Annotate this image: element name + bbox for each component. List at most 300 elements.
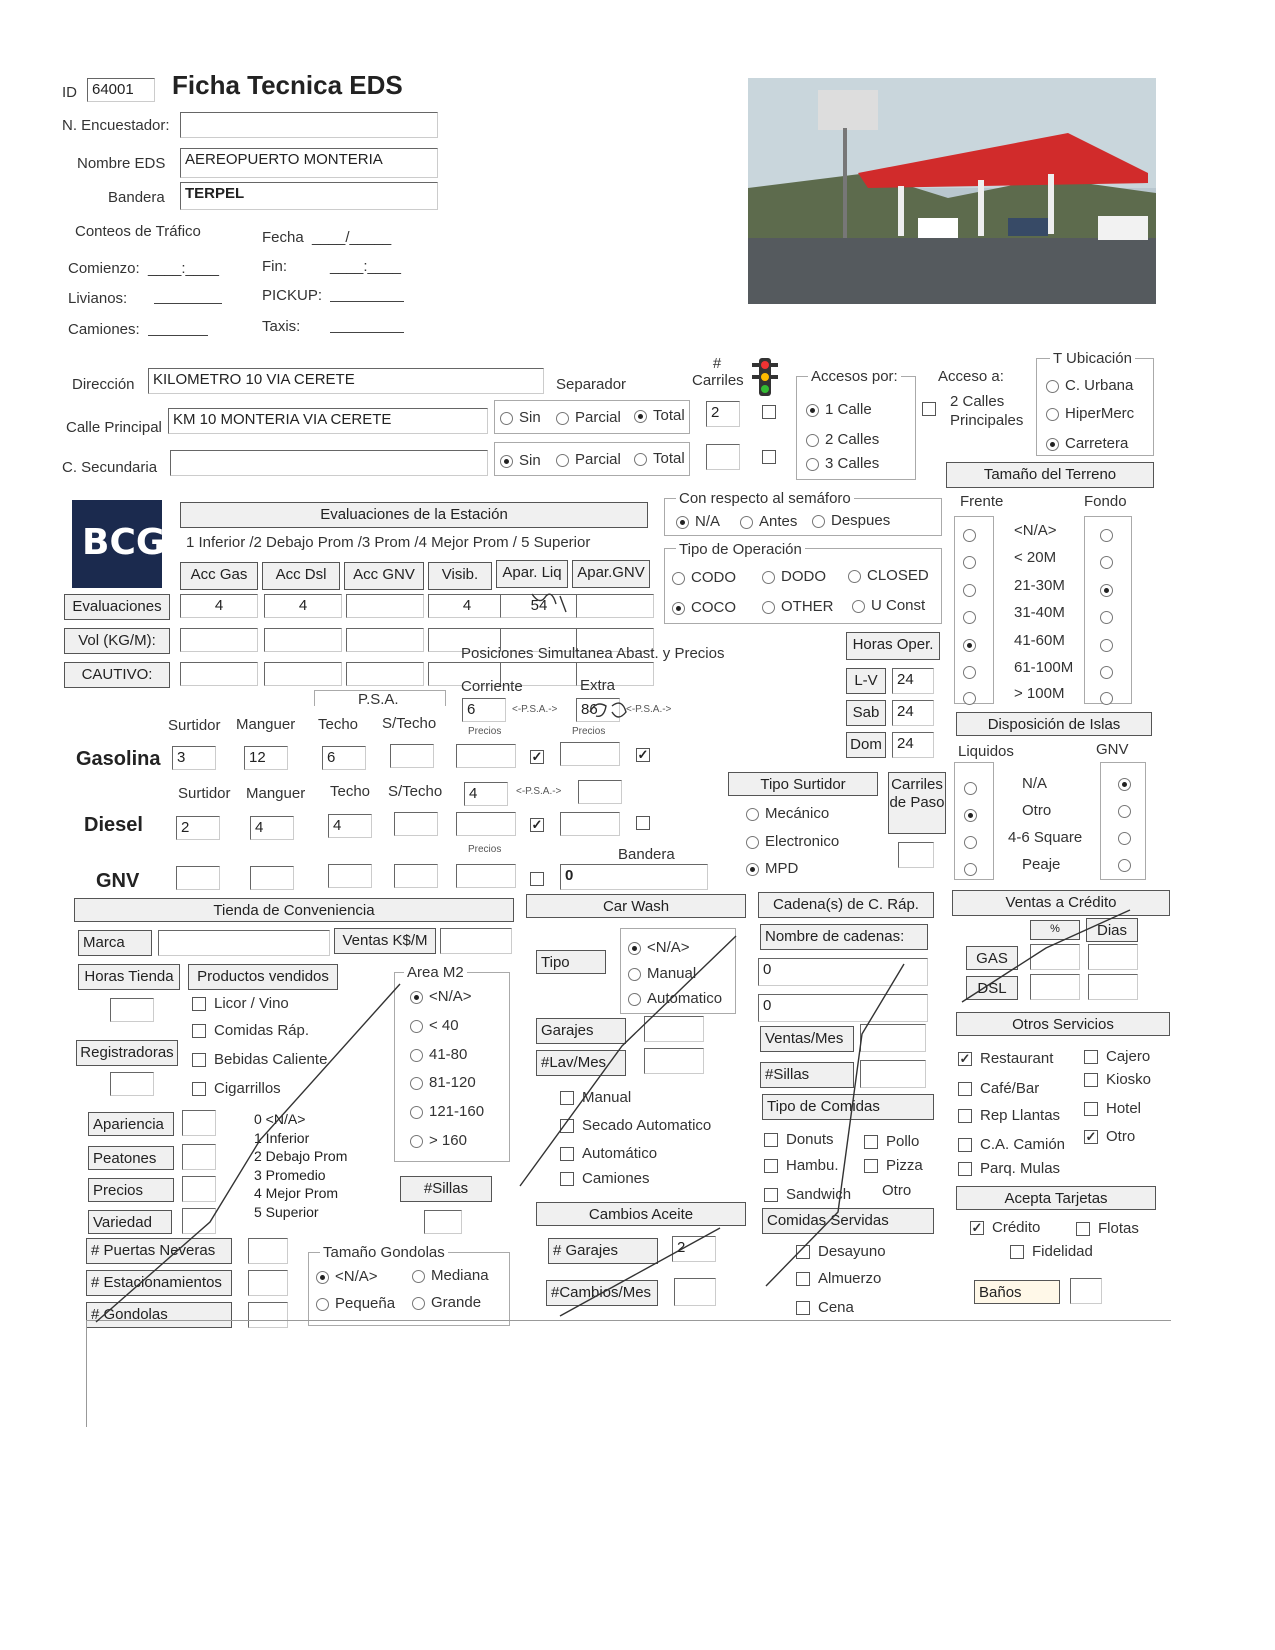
checkbox-icon xyxy=(764,1133,778,1147)
cw-automatico-label: Automático xyxy=(582,1145,658,1162)
aceite-garajes-label: # Garajes xyxy=(548,1238,658,1264)
radio-icon xyxy=(1100,692,1113,705)
estacionamientos-field[interactable] xyxy=(248,1270,288,1296)
bandera-field[interactable]: TERPEL xyxy=(180,182,438,210)
tipo-comidas-label: Tipo de Comidas xyxy=(762,1094,934,1120)
carriles-field-1[interactable]: 2 xyxy=(706,401,740,427)
frente-radio-6[interactable] xyxy=(963,689,982,706)
checkbox-icon xyxy=(762,450,776,464)
tarjeta-fidelidad-label: Fidelidad xyxy=(1032,1243,1093,1260)
garajes-field[interactable] xyxy=(644,1016,704,1042)
sep2-total[interactable] xyxy=(634,450,685,467)
dos-calles-label: 2 Calles xyxy=(950,393,1005,410)
sep1-total[interactable] xyxy=(634,407,685,424)
op-uconst[interactable] xyxy=(852,597,925,614)
surtidor-mecanico[interactable] xyxy=(746,805,829,822)
islas-liq-radio-1[interactable] xyxy=(964,806,983,823)
dsl-techo[interactable]: 4 xyxy=(328,814,372,838)
cw-automatico[interactable] xyxy=(560,1145,657,1162)
radio-icon xyxy=(1100,529,1113,542)
sillas-tienda-field[interactable] xyxy=(424,1210,462,1234)
serv-kiosko[interactable] xyxy=(1084,1071,1151,1088)
corriente-field[interactable]: 6 xyxy=(462,698,506,722)
checkbox-icon xyxy=(1076,1222,1090,1236)
frente-radio-4[interactable] xyxy=(963,636,982,653)
eval-cell-0-0[interactable]: 4 xyxy=(180,594,258,618)
dsl-precio-1[interactable] xyxy=(456,812,516,836)
serv-cajero[interactable] xyxy=(1084,1048,1150,1065)
carwash-auto[interactable] xyxy=(628,990,722,1007)
carwash-manual[interactable] xyxy=(628,965,696,982)
cadena-ventas-field[interactable] xyxy=(860,1024,926,1052)
serv-restaurant[interactable] xyxy=(958,1050,1053,1067)
gnv-precio[interactable] xyxy=(456,864,516,888)
radio-selected-icon xyxy=(410,991,423,1004)
area-option-label-3: 81-120 xyxy=(429,1074,476,1091)
gondola-na[interactable] xyxy=(316,1268,378,1285)
radio-selected-icon xyxy=(964,809,977,822)
secundaria-field[interactable] xyxy=(170,450,488,476)
semaforo-na[interactable] xyxy=(676,513,720,530)
aceite-garajes-field[interactable]: 2 xyxy=(672,1236,716,1262)
radio-selected-icon xyxy=(1046,438,1059,451)
cw-manual-label: Manual xyxy=(582,1089,632,1106)
comida-hambu[interactable] xyxy=(764,1157,839,1174)
gnv-techo[interactable] xyxy=(328,864,372,888)
eval-cell-0-3[interactable]: 4 xyxy=(428,594,506,618)
ubicacion-title: T Ubicación xyxy=(1050,350,1135,367)
comida-otro[interactable] xyxy=(870,1182,911,1199)
radio-icon xyxy=(963,692,976,705)
radio-icon xyxy=(316,1298,329,1311)
eval-row-label-1: Vol (KG/M): xyxy=(64,628,170,654)
tarjeta-credito-label: Crédito xyxy=(992,1219,1041,1236)
dsl-psa-field[interactable]: 4 xyxy=(464,782,508,806)
horas-lv-label: L-V xyxy=(846,668,886,694)
terreno-label-5: 61-100M xyxy=(1014,659,1074,676)
area-option-1[interactable] xyxy=(410,1017,459,1034)
eval-cell-0-4[interactable]: 54 xyxy=(500,594,578,618)
precios-tienda-label: Precios xyxy=(88,1178,174,1202)
eval-cell-1-2[interactable] xyxy=(346,628,424,652)
acceso-2calles[interactable] xyxy=(806,431,879,448)
apariencia-field[interactable] xyxy=(182,1110,216,1136)
area-option-5[interactable] xyxy=(410,1132,467,1149)
frente-radio-2[interactable] xyxy=(963,581,982,598)
ubic-hipermerc[interactable] xyxy=(1046,405,1134,422)
puertas-label: # Puertas Neveras xyxy=(86,1238,232,1264)
conteos-label: Conteos de Tráfico xyxy=(75,223,201,240)
credito-dias-label: Dias xyxy=(1086,918,1138,942)
cambios-mes-field[interactable] xyxy=(674,1278,716,1306)
ubic-urbana[interactable] xyxy=(1046,377,1133,394)
bandera-fuel-field[interactable]: 0 xyxy=(560,864,708,890)
radio-icon xyxy=(964,836,977,849)
scale-5: 5 Superior xyxy=(254,1203,319,1220)
radio-icon xyxy=(410,1135,423,1148)
comida-pollo[interactable] xyxy=(864,1133,919,1150)
horas-sab-field[interactable]: 24 xyxy=(892,700,934,726)
marca-field[interactable] xyxy=(158,930,330,956)
credito-gas-label: GAS xyxy=(966,946,1018,970)
credito-gas-pct[interactable] xyxy=(1030,944,1080,970)
gondola-mediana[interactable] xyxy=(412,1267,489,1284)
cadena-sillas-field[interactable] xyxy=(860,1060,926,1088)
terreno-label-4: 41-60M xyxy=(1014,632,1065,649)
eval-cell-1-1[interactable] xyxy=(264,628,342,652)
carriles-label: # Carriles xyxy=(692,355,744,389)
sep2-sin[interactable] xyxy=(500,452,541,469)
credito-dsl-pct[interactable] xyxy=(1030,974,1080,1000)
eval-col-2: Acc GNV xyxy=(344,562,424,590)
dsl-check-2[interactable] xyxy=(636,814,658,831)
acceso-1calle[interactable] xyxy=(806,401,872,418)
scale-0: 0 <N/A> xyxy=(254,1111,306,1127)
gnv-check[interactable] xyxy=(530,870,552,887)
fondo-radio-4[interactable] xyxy=(1100,636,1119,653)
semaforo-antes-label: Antes xyxy=(759,513,798,530)
islas-gnv-radio-0[interactable] xyxy=(1118,775,1137,792)
islas-gnv-radio-3[interactable] xyxy=(1118,856,1137,873)
area-option-2[interactable] xyxy=(410,1046,467,1063)
gondola-na-label: <N/A> xyxy=(335,1268,378,1285)
credito-title: Ventas a Crédito xyxy=(952,890,1170,916)
op-closed[interactable] xyxy=(848,567,929,584)
gondola-pequena[interactable] xyxy=(316,1295,395,1312)
precios-label-3: Precios xyxy=(468,844,502,855)
semaforo-despues-label: Despues xyxy=(831,512,891,529)
radio-icon xyxy=(1100,639,1113,652)
checkbox-icon xyxy=(560,1091,574,1105)
comida-sandwich[interactable] xyxy=(764,1186,851,1203)
checkbox-icon xyxy=(796,1272,810,1286)
radio-icon xyxy=(412,1297,425,1310)
serv-cafe-label: Café/Bar xyxy=(980,1080,1040,1097)
extra-field[interactable]: 86 xyxy=(576,698,620,722)
checkbox-icon xyxy=(958,1138,972,1152)
op-codo[interactable] xyxy=(672,569,736,586)
checkbox-icon xyxy=(796,1301,810,1315)
surtidor-mpd[interactable] xyxy=(746,860,798,877)
horas-title: Horas Oper. xyxy=(846,632,940,660)
acceso-3calles[interactable] xyxy=(806,455,879,472)
bandera-fuel-label: Bandera xyxy=(618,846,675,863)
eval-cell-1-0[interactable] xyxy=(180,628,258,652)
op-other[interactable] xyxy=(762,598,834,615)
surtidor-electronico[interactable] xyxy=(746,833,839,850)
gas-check-2[interactable] xyxy=(636,746,658,763)
fondo-radio-2[interactable] xyxy=(1100,581,1119,598)
area-option-label-4: 121-160 xyxy=(429,1103,485,1120)
tarjeta-fidelidad[interactable] xyxy=(1010,1243,1093,1260)
techo-header: Techo xyxy=(318,716,359,733)
gnv-label: GNV xyxy=(96,870,140,892)
separador-check-2[interactable] xyxy=(762,448,784,465)
nombre-eds-field[interactable]: AEREOPUERTO MONTERIA xyxy=(180,148,438,178)
prod-bebidas[interactable] xyxy=(192,1051,327,1068)
notes-area[interactable] xyxy=(86,1320,1171,1427)
radio-icon xyxy=(746,836,759,849)
gondolas-label: # Gondolas xyxy=(86,1302,232,1328)
checkbox-icon xyxy=(192,1082,206,1096)
eval-cell-2-1[interactable] xyxy=(264,662,342,686)
carwash-title: Car Wash xyxy=(526,894,746,918)
carwash-na[interactable] xyxy=(628,939,690,956)
servida-almuerzo[interactable] xyxy=(796,1270,881,1287)
checkmark-icon: ✓ xyxy=(637,747,649,763)
area-option-0[interactable] xyxy=(410,988,472,1005)
corriente-label: Corriente xyxy=(461,678,523,695)
area-option-3[interactable] xyxy=(410,1074,476,1091)
puertas-field[interactable] xyxy=(248,1238,288,1264)
registradoras-label: Registradoras xyxy=(76,1040,178,1066)
checkbox-icon xyxy=(560,1119,574,1133)
fecha-blank[interactable]: ____/_____ xyxy=(312,229,392,246)
servida-cena[interactable] xyxy=(796,1299,854,1316)
horas-tienda-field[interactable] xyxy=(110,998,154,1022)
eval-cell-0-5[interactable] xyxy=(576,594,654,618)
id-field[interactable]: 64001 xyxy=(87,78,155,102)
comienzo-label: Comienzo: xyxy=(68,260,140,277)
extra-label: Extra xyxy=(580,677,616,694)
credito-dsl-dias[interactable] xyxy=(1088,974,1138,1000)
checkbox-icon xyxy=(530,872,544,886)
serv-otro-label: Otro xyxy=(1106,1128,1136,1145)
serv-otro[interactable] xyxy=(1084,1128,1135,1145)
acceso-1calle-label: 1 Calle xyxy=(825,401,872,418)
surtidor-mpd-label: MPD xyxy=(765,860,799,877)
radio-icon xyxy=(628,968,641,981)
dsl-check-1[interactable] xyxy=(530,816,552,833)
fin-blank[interactable]: ____:____ xyxy=(330,258,401,275)
frente-radio-1[interactable] xyxy=(963,553,982,570)
gondola-grande[interactable] xyxy=(412,1294,481,1311)
serv-llantas[interactable] xyxy=(958,1107,1060,1124)
acceso-principales-check[interactable] xyxy=(922,400,944,417)
radio-selected-icon xyxy=(672,602,685,615)
op-dodo[interactable] xyxy=(762,568,826,585)
cadena-field-1[interactable]: 0 xyxy=(758,958,928,986)
psa-header: P.S.A. xyxy=(358,691,399,708)
checkbox-icon xyxy=(192,997,206,1011)
taxis-line[interactable] xyxy=(330,332,404,333)
id-label: ID xyxy=(62,84,77,101)
sep1-sin[interactable] xyxy=(500,409,541,426)
camiones-line[interactable] xyxy=(148,335,208,336)
area-option-label-1: < 40 xyxy=(429,1017,459,1034)
horas-dom-field[interactable]: 24 xyxy=(892,732,934,758)
islas-liq-radio-2[interactable] xyxy=(964,833,983,850)
servida-desayuno[interactable] xyxy=(796,1243,886,1260)
serv-hotel[interactable] xyxy=(1084,1100,1141,1117)
comida-pizza[interactable] xyxy=(864,1157,923,1174)
islas-label-0: N/A xyxy=(1022,775,1048,792)
serv-hotel-label: Hotel xyxy=(1106,1100,1142,1117)
radio-icon xyxy=(806,434,819,447)
eval-cell-2-2[interactable] xyxy=(346,662,424,686)
dsl-surtidor-header: Surtidor xyxy=(178,785,231,802)
prod-cigarrillos[interactable] xyxy=(192,1080,281,1097)
gas-manguer[interactable]: 12 xyxy=(244,746,288,770)
banos-field[interactable] xyxy=(1070,1278,1102,1304)
gondolas-size-group xyxy=(308,1252,510,1326)
area-option-label-5: > 160 xyxy=(429,1132,467,1149)
radio-selected-icon xyxy=(1100,584,1113,597)
fondo-radio-0[interactable] xyxy=(1100,526,1119,543)
radio-icon xyxy=(963,611,976,624)
comienzo-blank[interactable]: ____:____ xyxy=(148,260,219,277)
checkbox-icon xyxy=(1084,1102,1098,1116)
cw-manual[interactable] xyxy=(560,1089,631,1106)
op-coco[interactable] xyxy=(672,599,736,616)
fin-label: Fin: xyxy=(262,258,288,275)
gnv-manguer[interactable] xyxy=(250,866,294,890)
registradoras-field[interactable] xyxy=(110,1072,154,1096)
gas-precio-2[interactable] xyxy=(560,742,620,766)
surtidor-mecanico-label: Mecánico xyxy=(765,805,830,822)
eval-cell-2-0[interactable] xyxy=(180,662,258,686)
islas-liq-radio-0[interactable] xyxy=(964,779,983,796)
sep2-parcial[interactable] xyxy=(556,451,621,468)
radio-icon xyxy=(634,453,647,466)
islas-label-2: 4-6 Square xyxy=(1008,829,1083,846)
prod-licor[interactable] xyxy=(192,995,289,1012)
ubic-carretera-label: Carretera xyxy=(1065,435,1129,452)
radio-selected-icon xyxy=(676,516,689,529)
islas-gnv-radio-2[interactable] xyxy=(1118,829,1137,846)
peatones-field[interactable] xyxy=(182,1144,216,1170)
gas-surtidor[interactable]: 3 xyxy=(172,746,216,770)
separador-check-1[interactable] xyxy=(762,403,784,420)
dsl-manguer[interactable]: 4 xyxy=(250,816,294,840)
carriles-paso-field[interactable] xyxy=(898,842,934,868)
tarjeta-flotas[interactable] xyxy=(1076,1220,1139,1237)
comida-donuts-label: Donuts xyxy=(786,1131,834,1148)
checkmark-icon: ✓ xyxy=(531,817,543,833)
frente-label: Frente xyxy=(960,493,1004,510)
dsl-stecho[interactable] xyxy=(394,812,438,836)
islas-liq-radio-3[interactable] xyxy=(964,860,983,877)
fondo-radio-5[interactable] xyxy=(1100,663,1119,680)
gas-check-1[interactable] xyxy=(530,748,552,765)
frente-radio-5[interactable] xyxy=(963,663,982,680)
garajes-label: Garajes xyxy=(536,1018,626,1044)
area-option-4[interactable] xyxy=(410,1103,484,1120)
eval-cell-0-1[interactable]: 4 xyxy=(264,594,342,618)
radio-icon xyxy=(1046,408,1059,421)
tarjeta-credito[interactable] xyxy=(970,1219,1040,1236)
frente-radio-3[interactable] xyxy=(963,608,982,625)
ventas-field[interactable] xyxy=(440,928,512,954)
comida-hambu-label: Hambu. xyxy=(786,1157,839,1174)
gas-techo[interactable]: 6 xyxy=(322,746,366,770)
serv-mulas[interactable] xyxy=(958,1160,1060,1177)
comida-pizza-label: Pizza xyxy=(886,1157,923,1174)
radio-icon xyxy=(556,454,569,467)
fondo-radio-1[interactable] xyxy=(1100,553,1119,570)
servicios-title: Otros Servicios xyxy=(956,1012,1170,1036)
radio-icon xyxy=(848,570,861,583)
livianos-label: Livianos: xyxy=(68,290,128,307)
checkbox-icon xyxy=(796,1245,810,1259)
serv-camion-label: C.A. Camión xyxy=(980,1136,1066,1153)
variedad-field[interactable] xyxy=(182,1208,216,1234)
gnv-surtidor[interactable] xyxy=(176,866,220,890)
ubic-carretera[interactable] xyxy=(1046,435,1128,452)
islas-title: Disposición de Islas xyxy=(956,712,1152,736)
radio-icon xyxy=(1118,832,1131,845)
semaforo-antes[interactable] xyxy=(740,513,797,530)
cw-camiones-label: Camiones xyxy=(582,1170,650,1187)
serv-camion[interactable] xyxy=(958,1136,1065,1153)
horas-dom-label: Dom xyxy=(846,732,886,758)
accesos-title: Accesos por: xyxy=(808,368,901,385)
checkmark-icon: ✓ xyxy=(531,749,543,765)
prod-licor-label: Licor / Vino xyxy=(214,995,289,1012)
dsl-techo-header: Techo xyxy=(330,783,371,800)
livianos-line[interactable] xyxy=(154,303,222,304)
fondo-label: Fondo xyxy=(1084,493,1127,510)
calle-field[interactable]: KM 10 MONTERIA VIA CERETE xyxy=(168,408,488,434)
fondo-radio-3[interactable] xyxy=(1100,608,1119,625)
lav-mes-field[interactable] xyxy=(644,1048,704,1074)
cw-secado[interactable] xyxy=(560,1117,711,1134)
radio-icon xyxy=(1100,611,1113,624)
station-photo xyxy=(748,78,1156,304)
dsl-surtidor[interactable]: 2 xyxy=(176,816,220,840)
dsl-psa-field-2[interactable] xyxy=(578,780,622,804)
area-option-label-0: <N/A> xyxy=(429,988,472,1005)
eval-cell-0-2[interactable] xyxy=(346,594,424,618)
semaforo-despues[interactable] xyxy=(812,512,890,529)
terreno-label-3: 31-40M xyxy=(1014,604,1065,621)
dsl-stecho-header: S/Techo xyxy=(388,783,443,800)
sep1-parcial[interactable] xyxy=(556,409,621,426)
pickup-line[interactable] xyxy=(330,301,404,302)
gas-precio-1[interactable] xyxy=(456,744,516,768)
scale-1: 1 Inferior xyxy=(254,1129,310,1146)
terreno-label-6: > 100M xyxy=(1014,685,1065,702)
gas-stecho[interactable] xyxy=(390,744,434,768)
islas-gnv-radio-1[interactable] xyxy=(1118,802,1137,819)
carriles-field-2[interactable] xyxy=(706,444,740,470)
cw-camiones[interactable] xyxy=(560,1170,650,1187)
gnv-stecho[interactable] xyxy=(394,864,438,888)
dsl-precio-2[interactable] xyxy=(560,812,620,836)
checkbox-icon xyxy=(922,402,936,416)
comida-donuts[interactable] xyxy=(764,1131,834,1148)
precios-tienda-field[interactable] xyxy=(182,1176,216,1202)
fondo-radio-6[interactable] xyxy=(1100,689,1119,706)
checkmark-icon: ✓ xyxy=(959,1051,971,1067)
principales-label: Principales xyxy=(950,412,1024,429)
encuestador-field[interactable] xyxy=(180,112,438,138)
credito-gas-dias[interactable] xyxy=(1088,944,1138,970)
checkbox-icon xyxy=(560,1172,574,1186)
prod-comidas[interactable] xyxy=(192,1022,309,1039)
operacion-title: Tipo de Operación xyxy=(676,541,805,558)
checkbox-icon xyxy=(958,1109,972,1123)
frente-radio-0[interactable] xyxy=(963,526,982,543)
radio-selected-icon xyxy=(316,1271,329,1284)
cadena-field-2[interactable]: 0 xyxy=(758,994,928,1022)
eval-title: Evaluaciones de la Estación xyxy=(180,502,648,528)
eval-col-5: Apar.GNV xyxy=(572,560,650,588)
horas-lv-field[interactable]: 24 xyxy=(892,668,934,694)
direccion-field[interactable]: KILOMETRO 10 VIA CERETE xyxy=(148,368,544,394)
serv-cafe[interactable] xyxy=(958,1080,1039,1097)
radio-selected-icon xyxy=(634,410,647,423)
